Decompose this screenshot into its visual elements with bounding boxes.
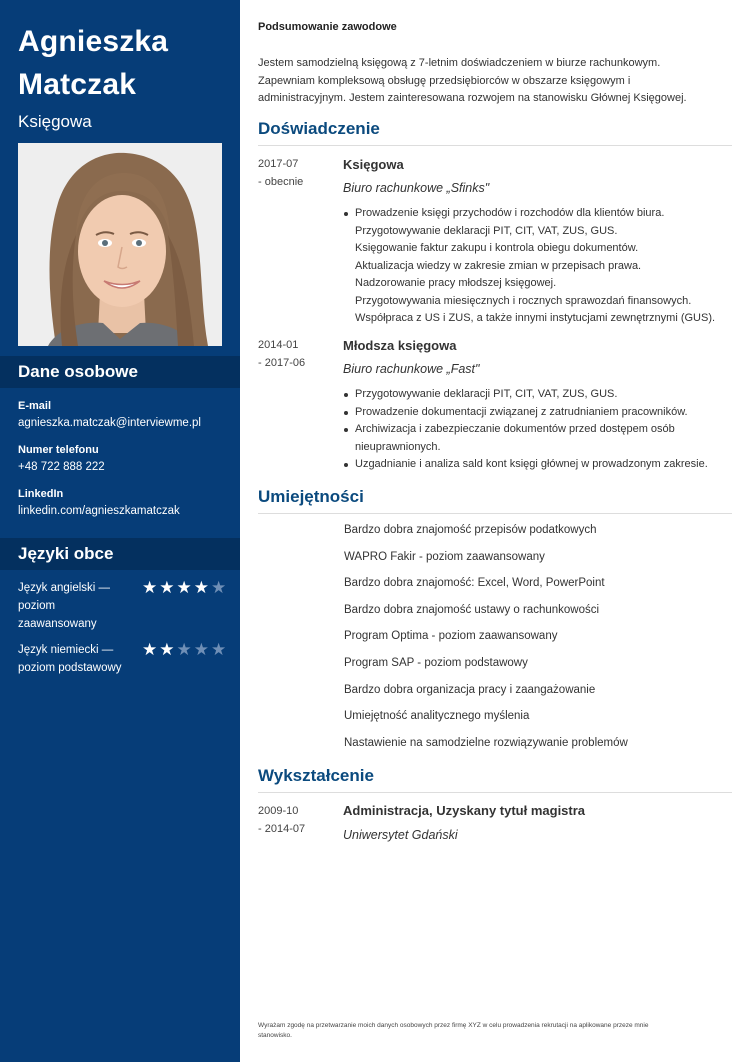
education-title: Wykształcenie — [258, 766, 374, 785]
list-item: Przygotowywanie deklaracji PIT, CIT, VAT, ZUS, GUS. — [355, 224, 618, 237]
list-item: Archiwizacja i zabezpieczanie dokumentów przed dostępem osób — [343, 421, 735, 439]
education-degree: Administracja, Uzyskany tytuł magistra — [343, 803, 586, 818]
language-rating — [142, 579, 226, 597]
job-company: Biuro rachunkowe „Sfinks" — [343, 181, 490, 195]
skill-item: Bardzo dobra znajomość przepisów podatkowych — [344, 524, 597, 536]
list-item: Nadzorowanie pracy młodszej księgowej. — [355, 277, 557, 289]
list-item: Przygotowywanie deklaracji PIT, CIT, VAT, ZUS, GUS. — [343, 386, 735, 404]
list-item: Uzgadnianie i analiza sald kont księgi głównej w prowadzonym zakresie. — [343, 456, 735, 474]
list-item: Prowadzenie dokumentacji związanej z zatrudnianiem pracowników. — [343, 404, 735, 422]
star-empty-icon: ★ — [211, 578, 227, 597]
job-position: Księgowa — [343, 157, 404, 172]
candidate-name — [18, 20, 168, 106]
last-name: Matczak — [18, 68, 137, 101]
language-name: Język niemiecki — poziom podstawowy — [18, 644, 122, 674]
star-filled-icon: ★ — [142, 578, 158, 597]
skill-item: Bardzo dobra znajomość: Excel, Word, PowerPoint — [344, 577, 605, 589]
star-empty-icon: ★ — [193, 640, 209, 659]
skill-item: Bardzo dobra znajomość ustawy o rachunkowości — [344, 604, 600, 616]
education-date: 2009-10 - 2014-07 — [258, 805, 306, 835]
star-filled-icon: ★ — [159, 640, 175, 659]
language-name: Język angielski — poziom zaawansowany — [18, 582, 111, 630]
skill-item: Umiejętność analitycznego myślenia — [344, 710, 530, 722]
star-filled-icon: ★ — [176, 578, 192, 597]
education-school: Uniwersytet Gdański — [343, 828, 458, 842]
languages-header: Języki obce — [0, 538, 240, 570]
job-position: Młodsza księgowa — [343, 338, 457, 353]
list-item: Prowadzenie księgi przychodów i rozchodów dla klientów biura. — [343, 205, 735, 223]
summary-title: Podsumowanie zawodowe — [258, 21, 397, 33]
job-title: Księgowa — [18, 112, 92, 131]
skill-item: WAPRO Fakir - poziom zaawansowany — [344, 551, 545, 563]
gdpr-consent-note: Wyrażam zgodę na przetwarzanie moich danych osobowych przez firmę XYZ w celu prowadzenia rekrutacji na aplikowane przeze mnie stanowisko. — [258, 1022, 649, 1039]
skill-item: Program SAP - poziom podstawowy — [344, 657, 528, 669]
divider — [258, 145, 732, 146]
linkedin-value[interactable]: linkedin.com/agnieszkamatczak — [18, 505, 180, 517]
star-filled-icon: ★ — [193, 578, 209, 597]
star-filled-icon: ★ — [159, 578, 175, 597]
star-filled-icon: ★ — [142, 640, 158, 659]
skills-title: Umiejętności — [258, 487, 364, 506]
experience-title: Doświadczenie — [258, 119, 380, 138]
star-empty-icon: ★ — [211, 640, 227, 659]
list-item: nieuprawnionych. — [355, 440, 441, 453]
job-date: 2017-07 - obecnie — [258, 158, 304, 188]
phone-value[interactable]: +48 722 888 222 — [18, 461, 105, 473]
sidebar — [0, 0, 240, 1062]
list-item: Przygotowywania miesięcznych i rocznych sprawozdań finansowych. — [355, 294, 692, 307]
phone-label: Numer telefonu — [18, 444, 99, 456]
divider — [258, 792, 732, 793]
star-empty-icon: ★ — [176, 640, 192, 659]
first-name: Agnieszka — [18, 25, 169, 58]
linkedin-label: LinkedIn — [18, 488, 64, 500]
language-item-german — [18, 641, 228, 677]
language-rating — [142, 641, 226, 659]
profile-photo — [18, 143, 222, 346]
skill-item: Nastawienie na samodzielne rozwiązywanie problemów — [344, 737, 628, 749]
job-duties — [343, 386, 735, 474]
email-value[interactable]: agnieszka.matczak@interviewme.pl — [18, 417, 201, 429]
language-item-english — [18, 579, 228, 633]
skill-item: Program Optima - poziom zaawansowany — [344, 630, 558, 642]
job-duties — [343, 205, 735, 328]
job-date: 2014-01 - 2017-06 — [258, 339, 306, 369]
personal-data-header: Dane osobowe — [0, 356, 240, 388]
summary-text: Jestem samodzielną księgową z 7-letnim doświadczeniem w biurze rachunkowym. Zapewniam kompleksową obsługę przedsiębiorców w obszarze księgowym i administracyjnym. Jestem zainteresowana rozwojem na stanowisku Głównej Księgowej. — [258, 57, 687, 104]
list-item: Współpraca z US i ZUS, a także innymi instytucjami zewnętrznymi (GUS). — [355, 312, 716, 324]
list-item: Księgowanie faktur zakupu i kontrola obiegu dokumentów. — [355, 242, 639, 254]
email-label: E-mail — [18, 400, 52, 412]
list-item: Aktualizacja wiedzy w zakresie zmian w przepisach prawa. — [355, 259, 642, 272]
job-company: Biuro rachunkowe „Fast" — [343, 362, 480, 376]
divider — [258, 513, 732, 514]
skill-item: Bardzo dobra organizacja pracy i zaangażowanie — [344, 684, 596, 696]
